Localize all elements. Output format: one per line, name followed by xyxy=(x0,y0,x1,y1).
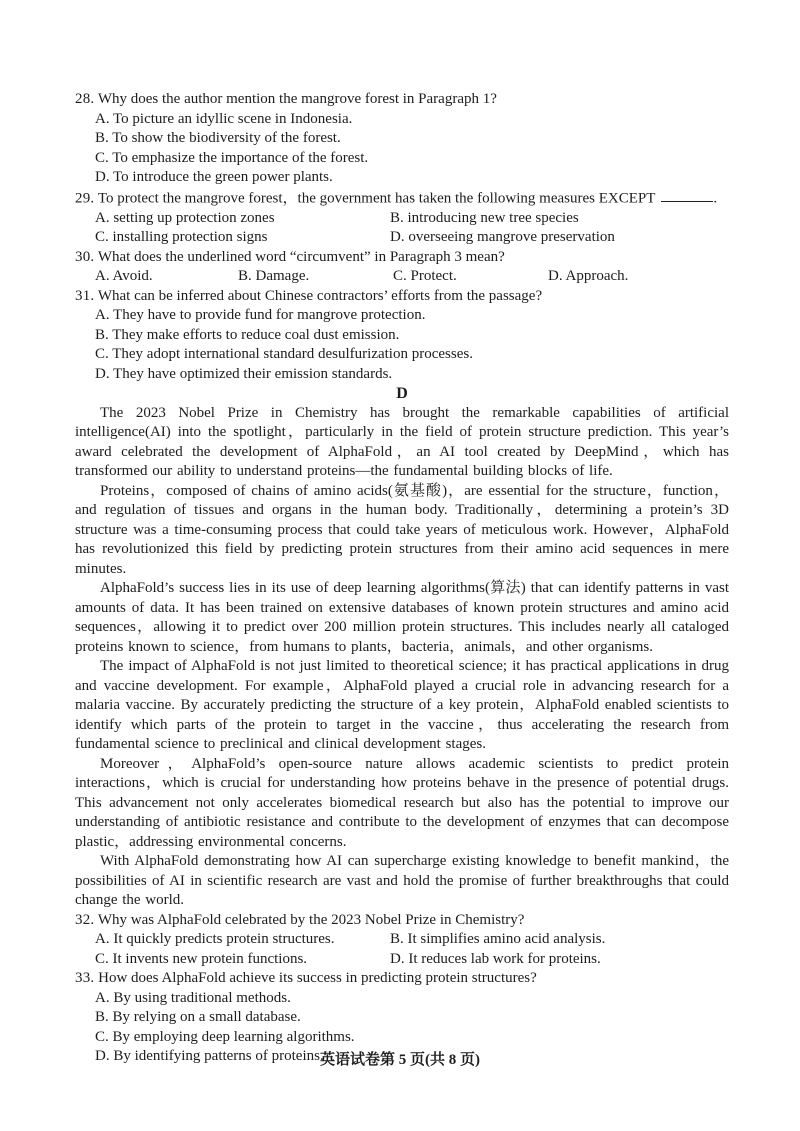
question-30-options-row xyxy=(75,267,729,287)
passage-paragraph-4: The impact of AlphaFold is not just limited to theoretical science; it has practical applications in drug and vaccine development. For example，AlphaFold played a crucial role in advancing research for a malaria vaccine. By accurately predicting the structure of a key protein，AlphaFold enabled scientists to identify which parts of the protein to target in the vaccine，thus accelerating the research from fundamental science to preclinical and clinical development stages. xyxy=(75,658,729,752)
question-33-number: 33. xyxy=(75,970,95,986)
question-31 xyxy=(75,287,729,307)
exam-content xyxy=(75,90,729,1067)
passage-paragraph-2: Proteins，composed of chains of amino acids(氨基酸)，are essential for the structure，function，and regulation of tissues and organs in the human body. Traditionally，determining a protein’s 3D structure was a time-consuming process that could take years of meticulous work. However，AlphaFold has revolutionized this field by predicting protein structures from their amino acid sequences in mere minutes. xyxy=(75,482,729,577)
question-28-option-b: B. To show the biodiversity of the forest. xyxy=(95,130,341,146)
question-31-option-c: C. They adopt international standard desulfurization processes. xyxy=(95,346,473,362)
question-33-option-b: B. By relying on a small database. xyxy=(95,1009,301,1025)
question-32-options-row-1 xyxy=(75,930,729,950)
question-30 xyxy=(75,248,729,268)
question-30-option-b: B. Damage. xyxy=(238,268,310,284)
question-32-option-c: C. It invents new protein functions. xyxy=(95,950,308,967)
question-29-text: To protect the mangrove forest，the government has taken the following measures EXCEPT xyxy=(97,190,656,206)
question-31-text: What can be inferred about Chinese contractors’ efforts from the passage? xyxy=(97,287,543,304)
question-28-text: Why does the author mention the mangrove forest in Paragraph 1? xyxy=(97,91,497,107)
question-33-option-a: A. By using traditional methods. xyxy=(95,989,291,1006)
question-28-option-d: D. To introduce the green power plants. xyxy=(95,169,333,185)
question-32-option-b: B. It simplifies amino acid analysis. xyxy=(390,931,606,947)
question-32-text: Why was AlphaFold celebrated by the 2023 Nobel Prize in Chemistry? xyxy=(97,911,525,928)
passage-paragraph-5: Moreover，AlphaFold’s open-source nature allows academic scientists to predict protein interactions，which is crucial for understanding how proteins behave in the presence of potential drugs. This advancement not only accelerates biomedical research but also has the potential to improve our understanding of antibiotic resistance and contribute to the development of enzymes that can decompose plastic，addressing environmental concerns. xyxy=(75,755,729,850)
question-29-number: 29. xyxy=(75,190,95,206)
question-31-option-d: D. They have optimized their emission standards. xyxy=(95,365,393,382)
question-33-option-c: C. By employing deep learning algorithms. xyxy=(95,1028,355,1045)
question-30-option-d: D. Approach. xyxy=(548,268,629,284)
page-footer: 英语试卷第 5 页(共 8 页) xyxy=(320,1052,480,1068)
question-30-option-c: C. Protect. xyxy=(393,268,457,284)
question-29-options-row-2 xyxy=(75,228,729,248)
question-32-option-d: D. It reduces lab work for proteins. xyxy=(390,950,601,967)
question-33-option-d: D. By identifying patterns of proteins. xyxy=(95,1048,324,1064)
question-31-option-a: A. They have to provide fund for mangrove protection. xyxy=(95,307,426,323)
question-32-options-row-2 xyxy=(75,950,729,970)
question-29 xyxy=(75,188,729,209)
question-33-text: How does AlphaFold achieve its success in predicting protein structures? xyxy=(98,970,537,986)
passage-paragraph-3: AlphaFold’s success lies in its use of deep learning algorithms(算法) that can identify patterns in vast amounts of data. It has been trained on extensive databases of known protein structures and amino acid sequences，allowing it to predict over 200 million protein structures. This includes nearly all cataloged proteins known to science，from humans to plants，bacteria，animals，and other organisms. xyxy=(75,580,729,655)
question-32-option-a: A. It quickly predicts protein structures. xyxy=(95,931,335,947)
question-32 xyxy=(75,911,729,931)
question-29-option-c: C. installing protection signs xyxy=(95,229,268,245)
question-31-option-b: B. They make efforts to reduce coal dust emission. xyxy=(95,326,400,343)
question-29-option-a: A. setting up protection zones xyxy=(95,209,275,226)
question-28-option-c: C. To emphasize the importance of the forest. xyxy=(95,149,369,166)
passage-paragraph-6: With AlphaFold demonstrating how AI can supercharge existing knowledge to benefit mankind，the possibilities of AI in scientific research are vast and hold the promise of further breakthroughs that could change the world. xyxy=(75,853,729,908)
question-29-options-row-1 xyxy=(75,209,729,229)
question-31-number: 31. xyxy=(75,287,95,304)
passage-paragraph-1: The 2023 Nobel Prize in Chemistry has brought the remarkable capabilities of artificial intelligence(AI) into the spotlight，particularly in the field of protein structure prediction. This year’s award celebrated the development of AlphaFold，an AI tool created by DeepMind，which has transformed our ability to understand proteins—the fundamental building blocks of life. xyxy=(75,404,729,479)
question-29-option-b: B. introducing new tree species xyxy=(390,209,579,226)
question-32-number: 32. xyxy=(75,911,95,928)
question-30-number: 30. xyxy=(75,248,95,265)
question-30-text: What does the underlined word “circumvent” in Paragraph 3 mean? xyxy=(97,248,505,265)
question-28 xyxy=(75,90,729,110)
question-28-option-a: A. To picture an idyllic scene in Indonesia. xyxy=(95,110,353,127)
question-30-option-a: A. Avoid. xyxy=(95,268,153,284)
question-29-option-d: D. overseeing mangrove preservation xyxy=(390,229,615,245)
answer-blank xyxy=(661,188,713,203)
question-29-period: . xyxy=(713,190,718,206)
section-d-label: D xyxy=(396,385,408,402)
question-33 xyxy=(75,969,729,989)
question-28-number: 28. xyxy=(75,91,95,107)
